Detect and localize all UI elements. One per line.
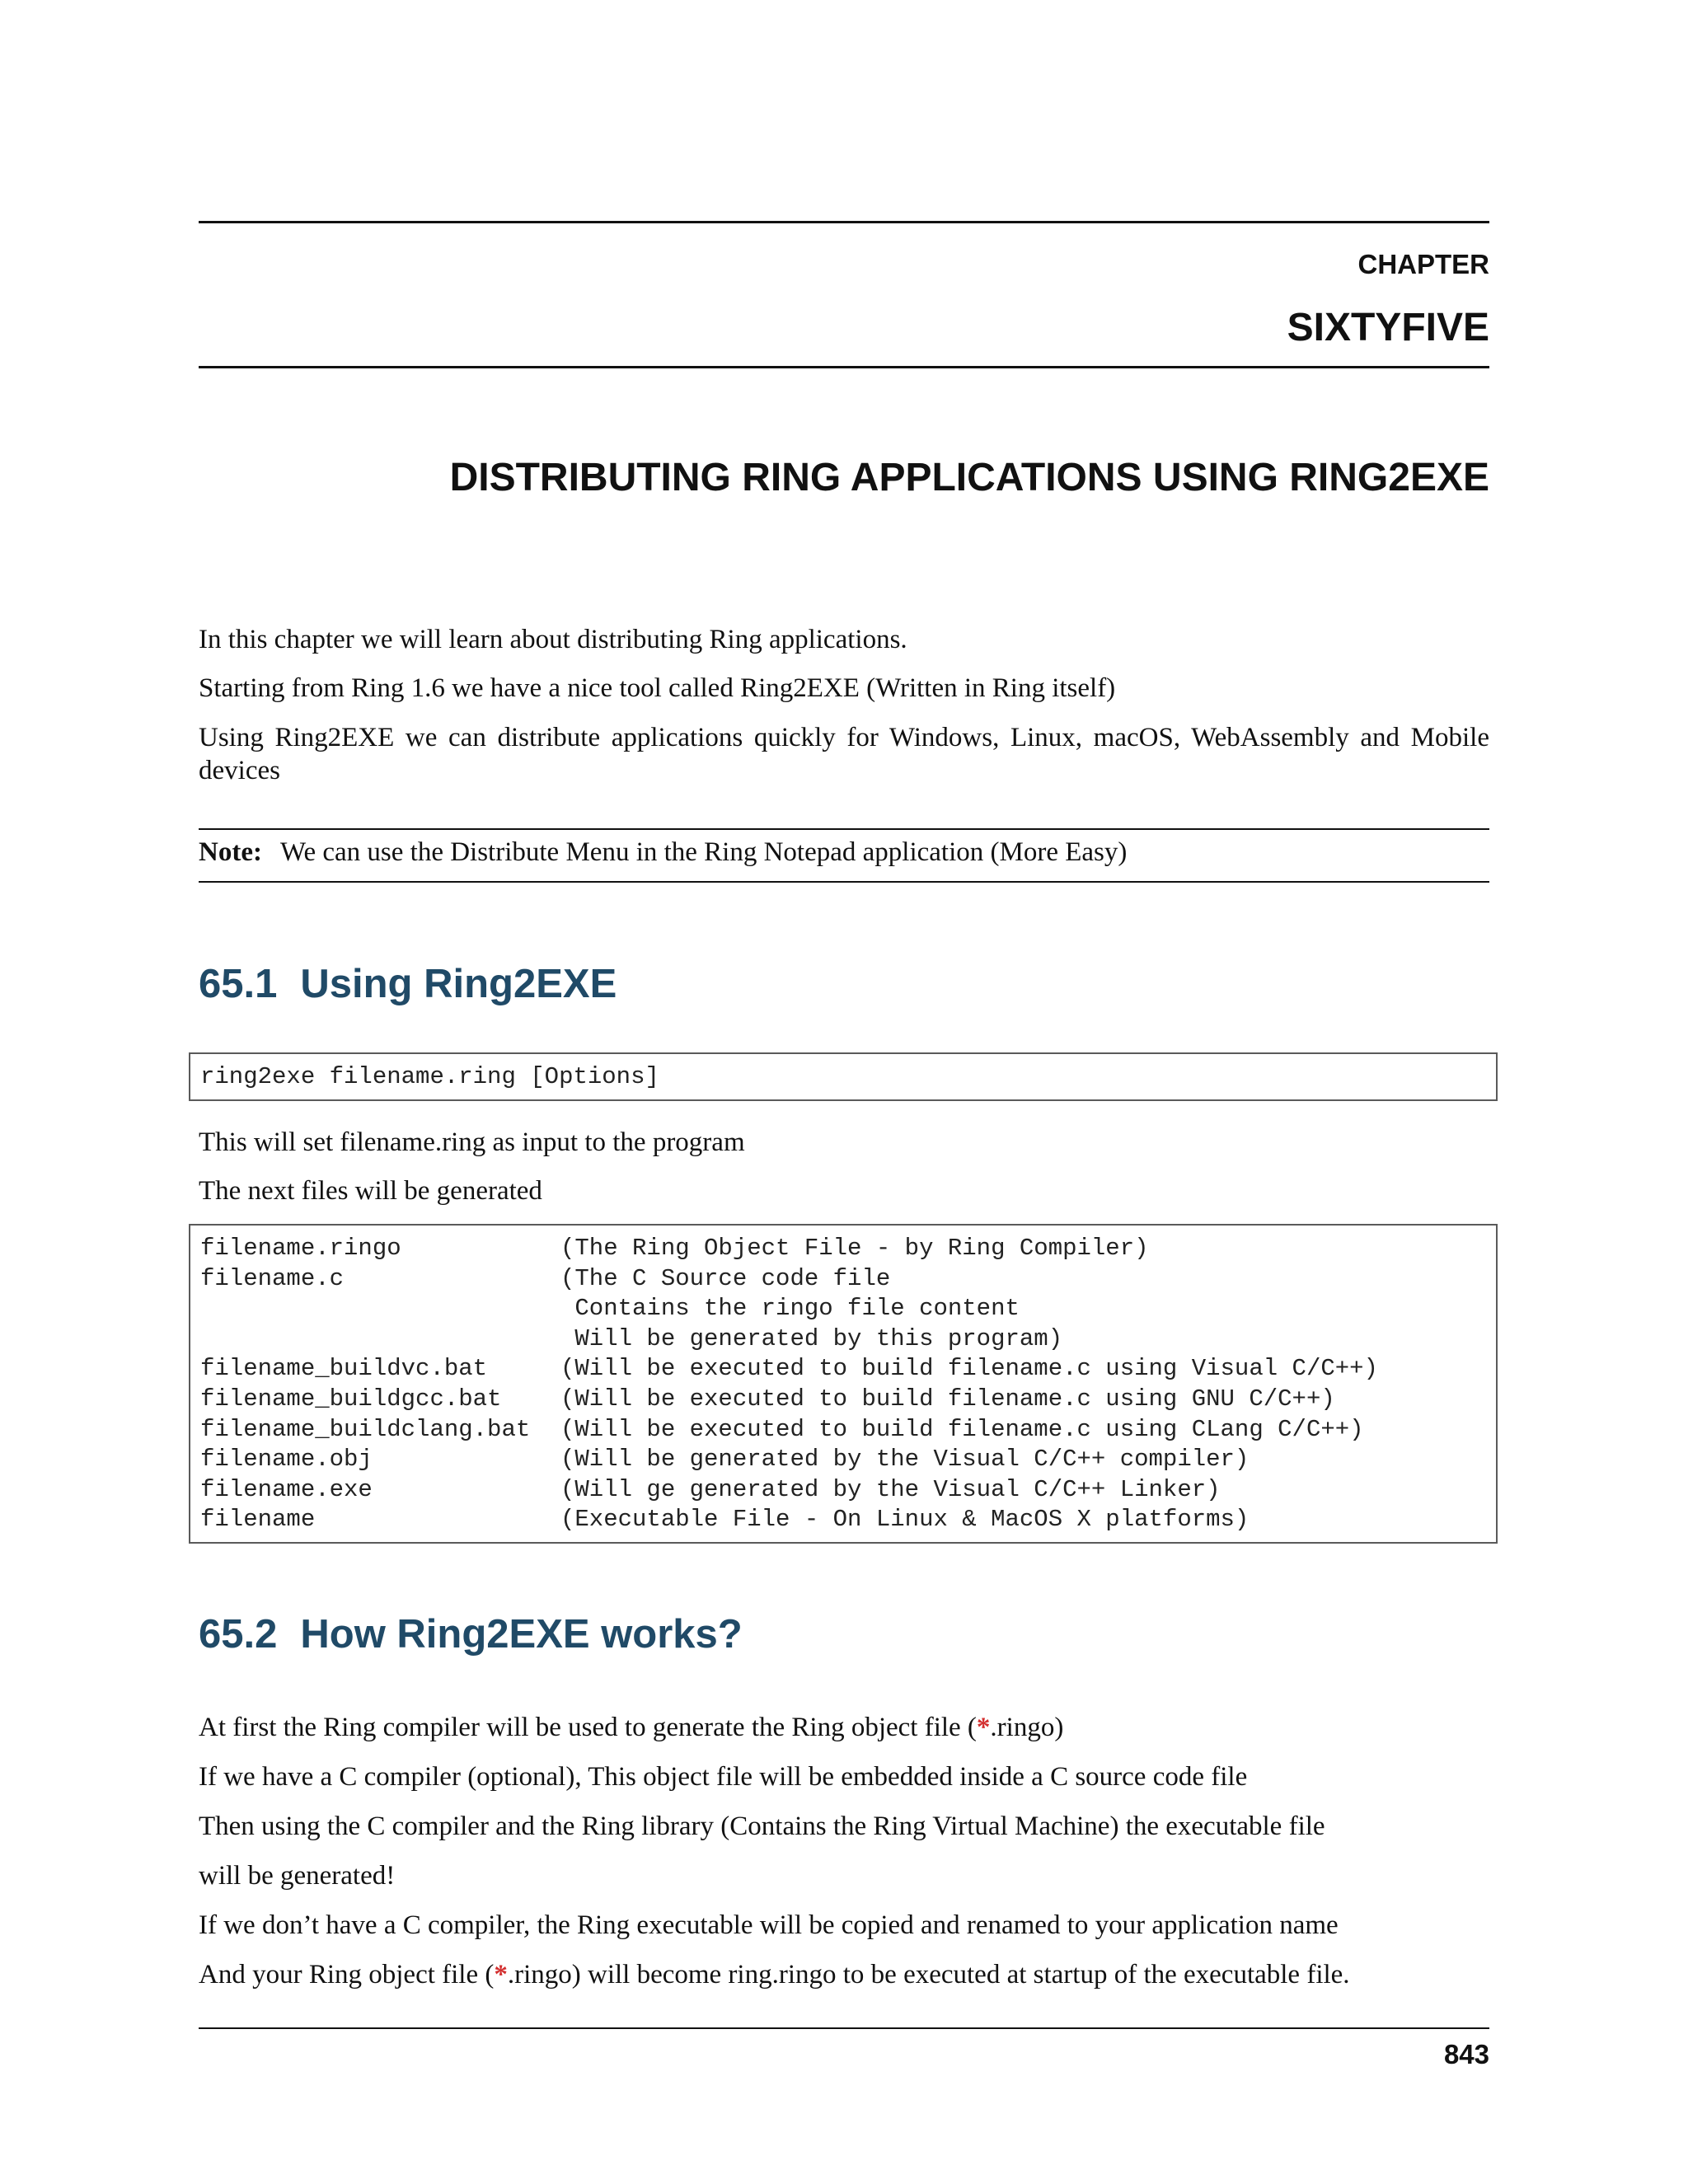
code-line (200, 1445, 1486, 1475)
code-description: (Will be executed to build filename.c using CLang C/C++) (560, 1415, 1364, 1443)
page-number: 843 (1443, 2039, 1489, 2069)
code-line (200, 1385, 1486, 1415)
section-heading-65-2 (199, 1611, 743, 1657)
chapter-top-rule (199, 221, 1489, 223)
section2-paragraph-5: If we don’t have a C compiler, the Ring executable will be copied and renamed to your application name (199, 1910, 1339, 1940)
text-run: At first the Ring compiler will be used to generate the Ring object file ( (199, 1713, 977, 1742)
code-line (200, 1475, 1486, 1506)
code-line (200, 1354, 1486, 1385)
code-line (200, 1324, 1486, 1355)
code-description: Contains the ringo file content (560, 1295, 1020, 1323)
section-title: How Ring2EXE works? (300, 1612, 743, 1657)
code-line (200, 1294, 1486, 1324)
asterisk-mark: * (976, 1713, 991, 1742)
code-description: (Will ge generated by the Visual C/C++ Linker) (560, 1475, 1221, 1503)
chapter-number: SIXTYFIVE (1287, 306, 1489, 349)
code-description: Will be generated by this program) (560, 1324, 1063, 1352)
code-filename: filename_buildclang.bat (200, 1415, 531, 1443)
code-line (200, 1264, 1486, 1295)
section1-paragraph-2: The next files will be generated (199, 1176, 542, 1206)
section-heading-65-1 (199, 961, 617, 1007)
code-filename: filename.obj (200, 1446, 373, 1474)
code-line: ring2exe filename.ring [Options] (200, 1063, 659, 1090)
intro-paragraph-1: In this chapter we will learn about distributing Ring applications. (199, 625, 907, 654)
section1-paragraph-1: This will set filename.ring as input to the program (199, 1127, 745, 1157)
code-description: (Executable File - On Linux & MacOS X platforms) (560, 1506, 1250, 1534)
code-description: (The C Source code file (560, 1264, 891, 1292)
text-run: .ringo) (990, 1713, 1064, 1742)
generated-files-code-block (189, 1224, 1498, 1544)
section2-paragraph-3: Then using the C compiler and the Ring library (Contains the Ring Virtual Machine) the executable file (199, 1811, 1325, 1841)
code-filename: filename.exe (200, 1475, 373, 1503)
code-filename: filename.c (200, 1264, 345, 1292)
intro-paragraph-2: Starting from Ring 1.6 we have a nice tool called Ring2EXE (Written in Ring itself) (199, 673, 1116, 703)
code-description: (Will be generated by the Visual C/C++ compiler) (560, 1446, 1250, 1474)
code-line (200, 1234, 1486, 1264)
intro-paragraph-3: Using Ring2EXE we can distribute applications quickly for Windows, Linux, macOS, WebAssembly and Mobile devices (199, 723, 1489, 785)
code-line (200, 1415, 1486, 1446)
code-description: (The Ring Object File - by Ring Compiler) (560, 1235, 1149, 1262)
section2-paragraph-1 (199, 1711, 1489, 1744)
note-bottom-rule (199, 881, 1489, 883)
section2-paragraph-2: If we have a C compiler (optional), This object file will be embedded inside a C source code file (199, 1762, 1248, 1792)
code-filename: filename_buildgcc.bat (200, 1385, 502, 1413)
note-block (199, 836, 1489, 869)
footer-rule (199, 2027, 1489, 2029)
note-label: Note: (199, 837, 262, 867)
code-filename: filename_buildvc.bat (200, 1355, 488, 1383)
section-title: Using Ring2EXE (300, 962, 617, 1006)
text-run: And your Ring object file ( (199, 1960, 495, 1990)
code-description: (Will be executed to build filename.c using GNU C/C++) (560, 1385, 1335, 1413)
chapter-title: DISTRIBUTING RING APPLICATIONS USING RING2EXE (449, 456, 1489, 499)
code-line (200, 1505, 1486, 1535)
note-top-rule (199, 828, 1489, 830)
section2-paragraph-4: will be generated! (199, 1861, 396, 1891)
note-text: We can use the Distribute Menu in the Ring Notepad application (More Easy) (279, 837, 1128, 867)
section2-paragraph-6 (199, 1958, 1489, 1991)
section-number: 65.1 (199, 962, 278, 1006)
asterisk-mark: * (494, 1960, 508, 1990)
chapter-bottom-rule (199, 366, 1489, 368)
code-description: (Will be executed to build filename.c using Visual C/C++) (560, 1355, 1378, 1383)
code-filename: filename.ringo (200, 1235, 401, 1262)
command-code-block (189, 1052, 1498, 1101)
section-number: 65.2 (199, 1612, 278, 1657)
code-filename: filename (200, 1506, 316, 1534)
chapter-label: CHAPTER (1357, 249, 1489, 279)
text-run: .ringo) will become ring.ringo to be executed at startup of the executable file. (507, 1960, 1350, 1990)
